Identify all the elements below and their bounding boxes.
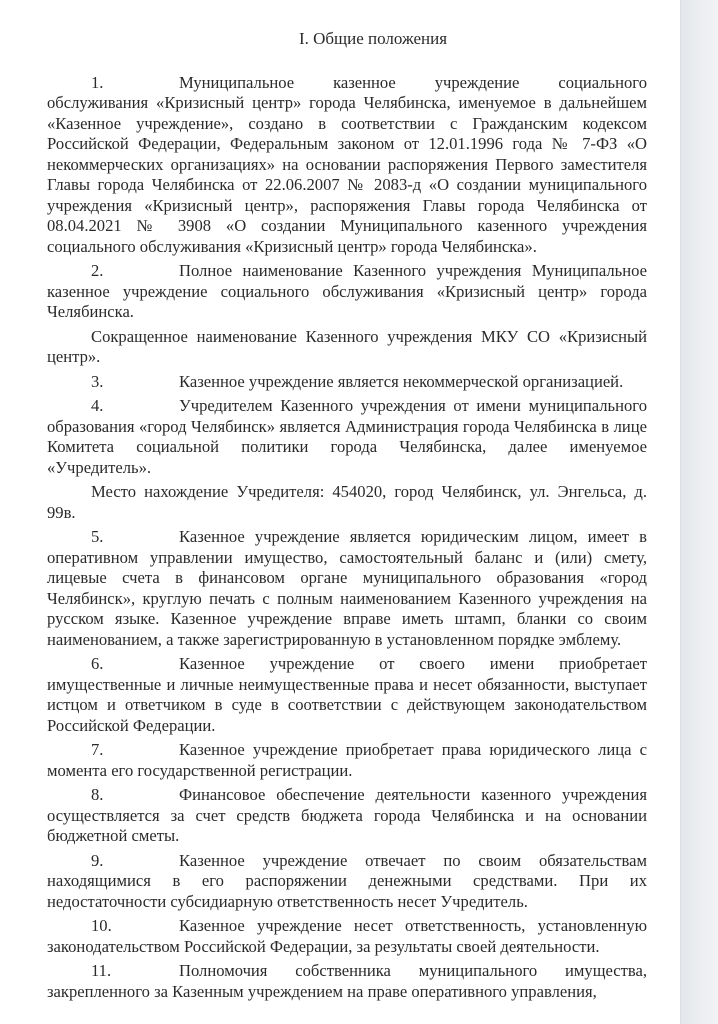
paragraph-number: 6. [91,654,104,673]
paragraph-number: 3. [91,371,104,391]
paragraph-text: Казенное учреждение является некоммерческой организацией. [179,371,624,391]
paragraph-text: Сокращенное наименование Казенного учреждения МКУ СО «Кризисный центр». [47,326,647,366]
paragraph-text: Финансовое обеспечение деятельности казенного учреждения осуществляется за счет средств бюджета города Челябинска и на основании бюджетной сметы. [47,785,647,845]
paragraph-text: Казенное учреждение несет ответственность, установленную законодательством Российской Федерации, за результаты своей деятельности. [47,916,647,956]
paragraph-8 [47,785,647,847]
paragraph-text: Муниципальное казенное учреждение социального обслуживания «Кризисный центр» города Челябинска, именуемое в дальнейшем «Казенное учреждение», создано в соответствии с Гражданским кодексом Российской Федерации, Федеральным законом от 12.01.1996 года № 7-ФЗ «О некоммерческих организациях» на основании распоряжения Первого заместителя Главы города Челябинска от 22.06.2007 № 2083-д «О создании муниципального учреждения «Кризисный центр», распоряжения Главы города Челябинска от 08.04.2021 № 3908 «О создании Муниципального казенного учреждения социального обслуживания «Кризисный центр» города Челябинска». [47,72,647,256]
document-content [47,0,647,1006]
paragraph-number: 11. [91,961,112,980]
section-title: I. Общие положения [298,29,448,48]
paragraph-10 [47,916,647,957]
paragraph-founder-address [47,482,647,523]
paragraph-text: Казенное учреждение приобретает права юридического лица с момента его государственной регистрации. [47,740,647,780]
paragraph-number: 1. [91,72,104,92]
paragraph-text: Полномочия собственника муниципального имущества, закрепленного за Казенным учреждением на праве оперативного управления, [47,961,647,1001]
paragraph-6 [47,654,647,736]
paragraph-text: Казенное учреждение от своего имени приобретает имущественные и личные неимущественные права и несет обязанности, выступает истцом и ответчиком в суде в соответствии с действующем законодательством Российской Федерации. [47,654,647,735]
paragraph-number: 8. [91,785,104,804]
paragraph-short-name [47,327,647,368]
paragraph-text: Казенное учреждение отвечает по своим обязательствам находящимися в его распоряжении денежными средствами. При их недостаточности субсидиарную ответственность несет Учредитель. [47,850,647,911]
paragraph-number: 10. [91,916,112,935]
paragraph-text: Учредителем Казенного учреждения от имени муниципального образования «город Челябинск» является Администрация города Челябинска в лице Комитета социальной политики города Челябинска, далее именуемое «Учредитель». [47,396,647,477]
paragraph-number: 4. [91,396,104,415]
paragraph-3 [47,372,647,393]
paragraph-9 [47,851,647,913]
paragraph-number: 2. [91,261,104,280]
paragraph-text: Казенное учреждение является юридическим лицом, имеет в оперативном управлении имущество, самостоятельный баланс и (или) смету, лицевые счета в финансовом органе муниципального образования «город Челябинск», круглую печать с полным наименованием Казенного учреждения на русском языке. Казенное учреждение вправе иметь штамп, бланки со своим наименованием, а также зарегистрированную в установленном порядке эмблему. [47,527,647,649]
paragraph-2 [47,261,647,323]
paragraph-text: Место нахождение Учредителя: 454020, город Челябинск, ул. Энгельса, д. 99в. [47,482,647,522]
paragraph-number: 5. [91,527,104,546]
paragraph-number: 9. [91,850,104,870]
paragraph-4 [47,396,647,478]
paragraph-7 [47,740,647,781]
paragraph-11 [47,961,647,1002]
paragraph-5 [47,527,647,650]
paragraph-1 [47,73,647,258]
paragraph-number: 7. [91,740,104,759]
scan-background-edge [681,0,718,1024]
paragraph-text: Полное наименование Казенного учреждения Муниципальное казенное учреждение социального обслуживания «Кризисный центр» города Челябинска. [47,261,647,321]
